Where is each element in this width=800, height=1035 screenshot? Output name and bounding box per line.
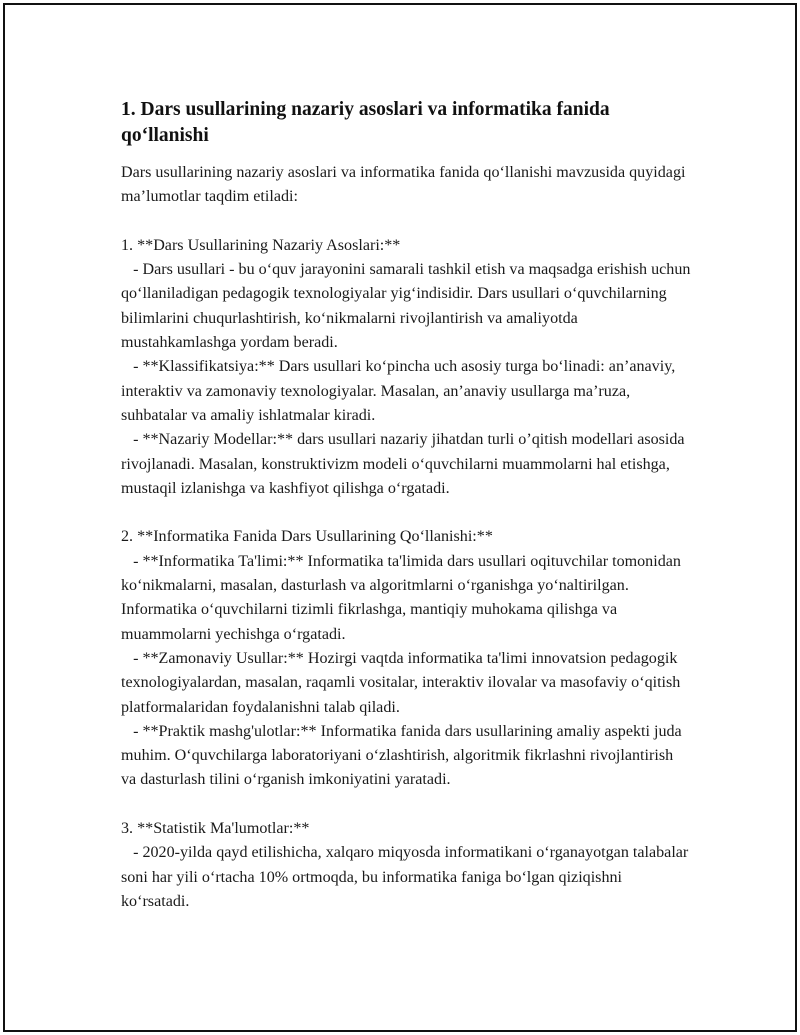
document-body: Dars usullarining nazariy asoslari va informatika fanida qo‘llanishi mavzusida quyidagi ma’lumotlar taqdim etiladi: 1. **Dars Usullarining Nazariy Asoslari:** - Dars usullari - bu o‘quv jarayonini samarali tashkil etish va maqsadga erishish uchun qo‘llaniladigan pedagogik texnologiyalar yig‘indisidir. Dars usullari o‘quvchilarning bilimlarini chuqurlashtirish, ko‘nikmalarni rivojlantirish va amaliyotda mustahkamlashga yordam beradi. - **Klassifikatsiya:** Dars usullari ko‘pincha uch asosiy turga bo‘linadi: an’anaviy, interaktiv va zamonaviy texnologiyalar. Masalan, an’anaviy usullarga ma’ruza, suhbatalar va amaliy ishlatmalar kiradi. - **Nazariy Modellar:** dars usullari nazariy jihatdan turli o’qitish modellari asosida rivojlanadi. Masalan, konstruktivizm modeli o‘quvchilarni muammolarni hal etishga, mustaqil izlanishga va kashfiyot qilishga o‘rgatadi. 2. **Informatika Fanida Dars Usullarining Qo‘llanishi:** - **Informatika Ta'limi:** Informatika ta'limida dars usullari oqituvchilar tomonidan ko‘nikmalarni, masalan, dasturlash va algoritmlarni o‘rganishga yo‘naltirilgan. Informatika o‘quvchilarni tizimli fikrlashga, mantiqiy muhokama qilishga va muammolarni yechishga o‘rgatadi. - **Zamonaviy Usullar:** Hozirgi vaqtda informatika ta'limi innovatsion pedagogik texnologiyalardan, masalan, raqamli vositalar, interaktiv ilovalar va masofaviy o‘qitish platformalaridan foydalanishni talab qiladi. - **Praktik mashg'ulotlar:** Informatika fanida dars usullarining amaliy aspekti juda muhim. O‘quvchilarga laboratoriyani o‘zlashtirish, algoritmik fikrlashni rivojlantirish va dasturlash tilini o‘rganish imkoniyatini yaratadi. 3. **Statistik Ma'lumotlar:** - 2020-yilda qayd etilishicha, xalqaro miqyosda informatikani o‘rganayotgan talabalar soni har yili o‘rtacha 10% ortmoqda, bu informatika faniga bo‘lgan qiziqishni ko‘rsatadi. — [121, 164, 691, 910]
document-content — [121, 97, 691, 914]
document-title: 1. Dars usullarining nazariy asoslari va informatika fanida qo‘llanishi — [121, 99, 610, 146]
page-frame — [3, 3, 797, 1032]
